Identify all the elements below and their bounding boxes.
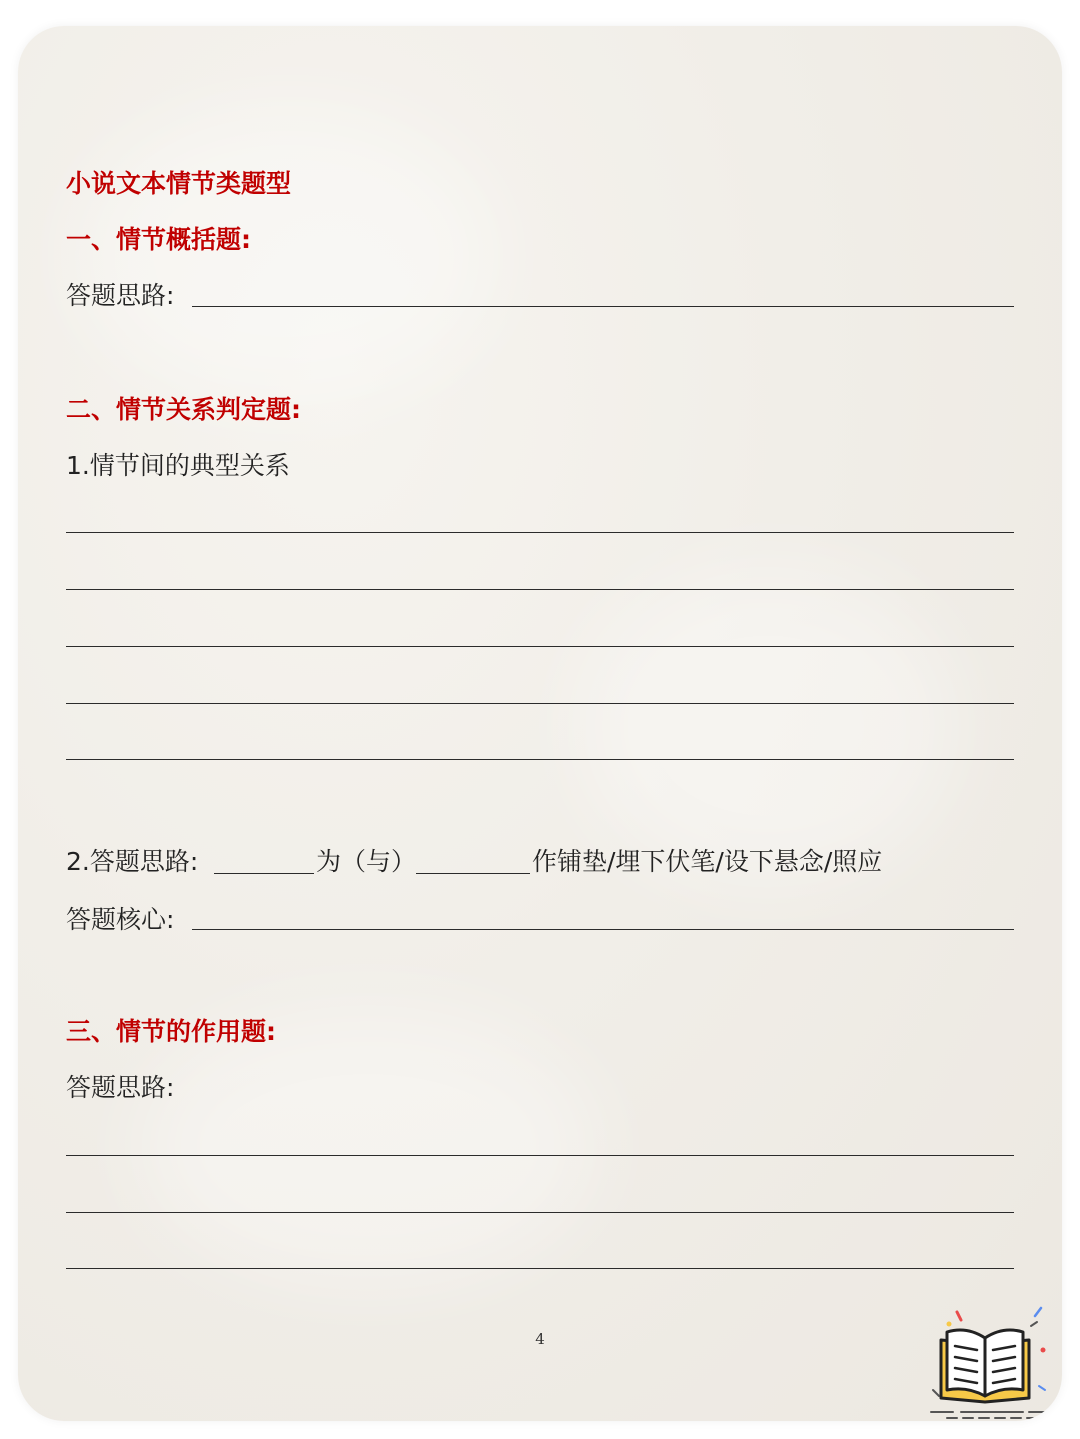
section-heading-1: 一、情节概括题:	[66, 225, 251, 254]
fill-blank-short[interactable]	[416, 873, 530, 874]
answer-blank-line[interactable]	[66, 1268, 1014, 1269]
answer-blank-line[interactable]	[192, 929, 1014, 930]
section-heading-2: 二、情节关系判定题:	[66, 395, 301, 424]
open-book-icon	[923, 1294, 1053, 1421]
answer-approach-label-2: 2.答题思路:	[66, 847, 199, 876]
answer-blank-line[interactable]	[66, 532, 1014, 533]
fill-blank-short[interactable]	[214, 873, 314, 874]
answer-approach-label-1: 答题思路:	[66, 281, 175, 310]
answer-blank-line[interactable]	[66, 1155, 1014, 1156]
function-options-text: 作铺垫/埋下伏笔/设下悬念/照应	[532, 847, 883, 876]
answer-blank-line[interactable]	[66, 759, 1014, 760]
typical-relations-label: 1.情节间的典型关系	[66, 451, 290, 480]
answer-blank-line[interactable]	[66, 589, 1014, 590]
answer-approach-label-3: 答题思路:	[66, 1073, 175, 1102]
answer-blank-line[interactable]	[66, 646, 1014, 647]
section-heading-3: 三、情节的作用题:	[66, 1017, 276, 1046]
answer-blank-line[interactable]	[66, 703, 1014, 704]
connector-text: 为（与）	[316, 847, 417, 876]
page-number: 4	[535, 1330, 545, 1348]
answer-blank-line[interactable]	[192, 306, 1014, 307]
answer-core-label: 答题核心:	[66, 905, 175, 934]
answer-blank-line[interactable]	[66, 1212, 1014, 1213]
document-title: 小说文本情节类题型	[66, 169, 292, 198]
worksheet-content	[66, 26, 1014, 1421]
worksheet-page	[18, 26, 1062, 1421]
